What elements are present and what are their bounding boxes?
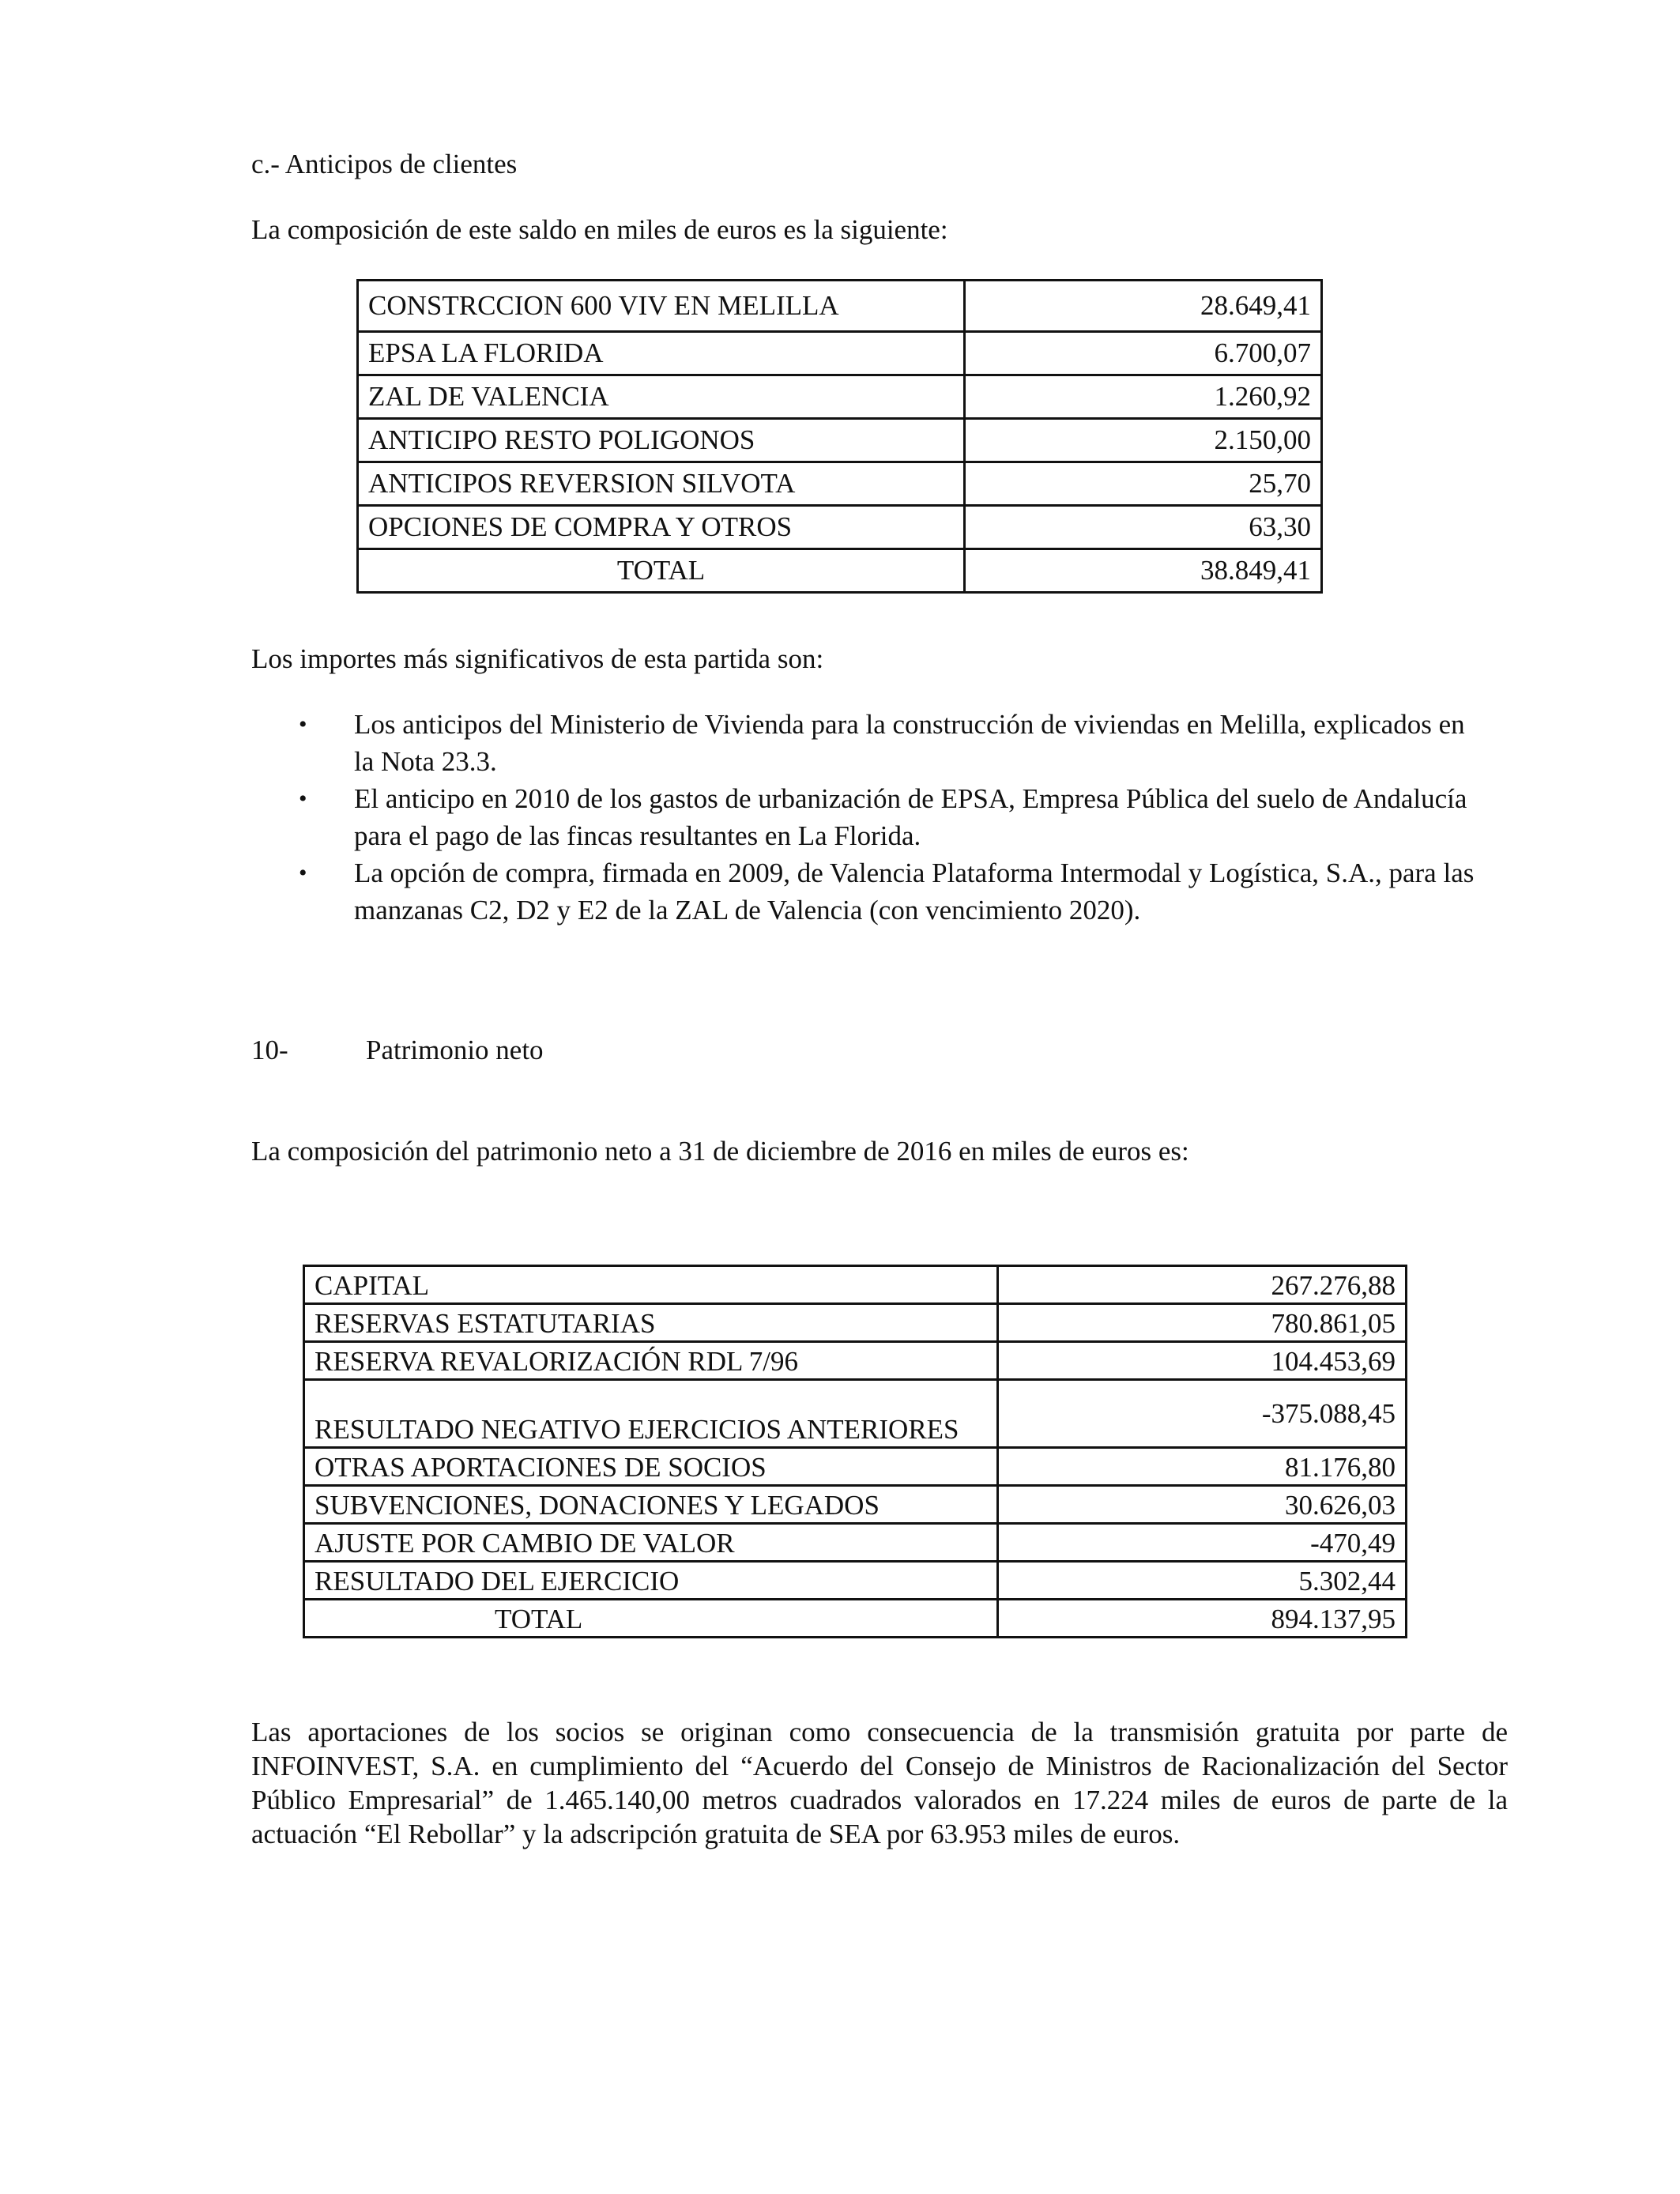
section-c-heading: c.- Anticipos de clientes bbox=[251, 149, 518, 179]
table-row bbox=[304, 1342, 1407, 1380]
bullet-line: para el pago de las fincas resultantes en La Florida. bbox=[354, 820, 921, 851]
anticipos-table bbox=[356, 279, 1323, 594]
total-label: TOTAL bbox=[304, 1600, 998, 1638]
total-value: 894.137,95 bbox=[998, 1600, 1407, 1638]
bullet-line: Los anticipos del Ministerio de Vivienda para la construcción de viviendas en Melilla, explicados en bbox=[354, 709, 1465, 740]
row-value: 63,30 bbox=[965, 506, 1322, 549]
list-item bbox=[299, 854, 1516, 929]
row-label: CAPITAL bbox=[304, 1266, 998, 1304]
table-row bbox=[358, 419, 1322, 462]
row-label: AJUSTE POR CAMBIO DE VALOR bbox=[304, 1524, 998, 1562]
table-row bbox=[304, 1380, 1407, 1448]
row-value: -375.088,45 bbox=[998, 1380, 1407, 1448]
section-10-title: Patrimonio neto bbox=[366, 1035, 544, 1065]
table-row bbox=[304, 1562, 1407, 1600]
row-value: 28.649,41 bbox=[965, 281, 1322, 332]
row-value: 81.176,80 bbox=[998, 1448, 1407, 1486]
row-value: -470,49 bbox=[998, 1524, 1407, 1562]
row-label: ANTICIPO RESTO POLIGONOS bbox=[358, 419, 965, 462]
bullet-icon: • bbox=[299, 860, 307, 886]
bullet-line: La opción de compra, firmada en 2009, de Valencia Plataforma Intermodal y Logística, S.A., para las bbox=[354, 858, 1475, 888]
table-row bbox=[304, 1304, 1407, 1342]
row-label: ANTICIPOS REVERSION SILVOTA bbox=[358, 462, 965, 506]
row-value: 267.276,88 bbox=[998, 1266, 1407, 1304]
row-value: 2.150,00 bbox=[965, 419, 1322, 462]
patrimonio-table bbox=[303, 1265, 1407, 1638]
section-10-intro: La composición del patrimonio neto a 31 de diciembre de 2016 en miles de euros es: bbox=[251, 1136, 1189, 1167]
total-value: 38.849,41 bbox=[965, 549, 1322, 593]
row-label: RESULTADO NEGATIVO EJERCICIOS ANTERIORES bbox=[304, 1380, 998, 1448]
table-row bbox=[358, 506, 1322, 549]
row-value: 5.302,44 bbox=[998, 1562, 1407, 1600]
list-item bbox=[299, 706, 1516, 780]
row-value: 780.861,05 bbox=[998, 1304, 1407, 1342]
row-label: CONSTRCCION 600 VIV EN MELILLA bbox=[358, 281, 965, 332]
row-label: SUBVENCIONES, DONACIONES Y LEGADOS bbox=[304, 1486, 998, 1524]
table-row bbox=[358, 332, 1322, 375]
row-label: EPSA LA FLORIDA bbox=[358, 332, 965, 375]
row-label: RESERVA REVALORIZACIÓN RDL 7/96 bbox=[304, 1342, 998, 1380]
significant-intro: Los importes más significativos de esta partida son: bbox=[251, 643, 824, 674]
row-label: OTRAS APORTACIONES DE SOCIOS bbox=[304, 1448, 998, 1486]
total-row bbox=[304, 1600, 1407, 1638]
row-value: 104.453,69 bbox=[998, 1342, 1407, 1380]
bullet-icon: • bbox=[299, 786, 307, 812]
row-label: RESULTADO DEL EJERCICIO bbox=[304, 1562, 998, 1600]
bullet-icon: • bbox=[299, 711, 307, 737]
closing-paragraph: Las aportaciones de los socios se originan como consecuencia de la transmisión gratuita por parte de INFOINVEST, S.A. en cumplimiento del “Acuerdo del Consejo de Ministros de Racionalización del Sector Público Empresarial” de 1.465.140,00 metros cuadrados valorados en 17.224 miles de euros de parte de la actuación “El Rebollar” y la adscripción gratuita de SEA por 63.953 miles de euros. bbox=[251, 1717, 1508, 1849]
total-row bbox=[358, 549, 1322, 593]
bullet-line: la Nota 23.3. bbox=[354, 746, 497, 777]
section-c-intro: La composición de este saldo en miles de euros es la siguiente: bbox=[251, 214, 948, 245]
section-10-number: 10- bbox=[251, 1035, 288, 1065]
list-item bbox=[299, 780, 1516, 854]
table-row bbox=[358, 281, 1322, 332]
row-value: 30.626,03 bbox=[998, 1486, 1407, 1524]
table-row bbox=[304, 1266, 1407, 1304]
total-label: TOTAL bbox=[358, 549, 965, 593]
row-label: RESERVAS ESTATUTARIAS bbox=[304, 1304, 998, 1342]
table-row bbox=[304, 1524, 1407, 1562]
bullet-list bbox=[299, 706, 1516, 929]
row-value: 6.700,07 bbox=[965, 332, 1322, 375]
bullet-line: manzanas C2, D2 y E2 de la ZAL de Valencia (con vencimiento 2020). bbox=[354, 895, 1141, 925]
bullet-line: El anticipo en 2010 de los gastos de urbanización de EPSA, Empresa Pública del suelo de Andalucía bbox=[354, 783, 1467, 814]
table-row bbox=[304, 1486, 1407, 1524]
row-value: 1.260,92 bbox=[965, 375, 1322, 419]
table-row bbox=[358, 462, 1322, 506]
table-row bbox=[304, 1448, 1407, 1486]
row-label: ZAL DE VALENCIA bbox=[358, 375, 965, 419]
row-label: OPCIONES DE COMPRA Y OTROS bbox=[358, 506, 965, 549]
row-value: 25,70 bbox=[965, 462, 1322, 506]
table-row bbox=[358, 375, 1322, 419]
